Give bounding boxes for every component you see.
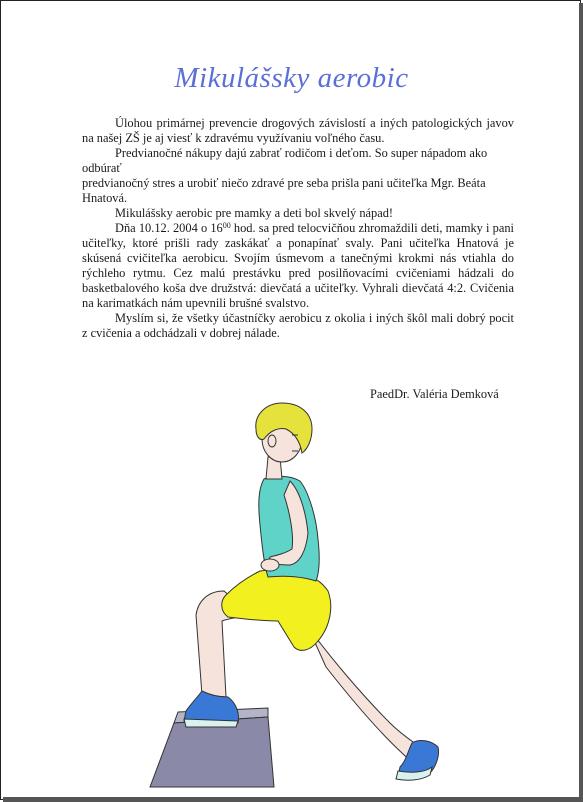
front-shoe [184,691,239,727]
paragraph-4-time-minutes: 00 [222,221,231,230]
paragraph-2a: Predvianočné nákupy dajú zabrať rodičom i deťom. So super nápadom ako odbúrať [82,146,488,175]
paragraph-5: Myslím si, že všetky účastníčky aerobicu z okolia i iných škôl mali dobrý pocit z cvičenia a odchádzali v dobrej nálade. [82,311,514,340]
page-shadow-right [579,3,583,802]
page-title: Mikulášsky aerobic [174,62,409,94]
back-leg [308,627,426,767]
paragraph-4-text: hod. sa pred telocvičňou zhromaždili deti, mamky i pani učiteľky, ktoré prišli rady zaskákať a ponapínať svaly. Pani učiteľka Hnatová je skúsená cvičiteľka aerobicu. Svojím úsmevom a tanečnými krokmi nás vtiahla do rýchleho rytmu. Cez malú prestávku pred posilňovacími cvičeniami hádzali do basketbalového koša dve družstvá: dievčatá a učiteľky. Vyhrali dievčatá 4:2. Cvičenia na karimatkách nám upevnili brušné svalstvo. [82,221,514,310]
paragraph-4-date: Dňa 10.12. 2004 o 16 [115,221,223,235]
paragraph-2b: predvianočný stres a urobiť niečo zdravé pre seba prišla pani učiteľka Mgr. Beáta Hnatová. [82,176,486,205]
ear [268,435,276,447]
shorts [222,570,331,651]
paragraph-4 [82,221,514,311]
article-body [82,116,514,341]
author-signature: PaedDr. Valéria Demková [370,387,499,401]
hand [261,559,279,571]
page-shadow-bottom [3,797,583,802]
paragraph-3: Mikulášsky aerobic pre mamky a deti bol skvelý nápad! [115,206,394,220]
paragraph-1: Úlohou primárnej prevencie drogových závislostí a iných patologických javov na našej ZŠ je aj viesť k zdravému využívaniu voľného času. [82,116,514,145]
aerobic-woman-illustration [140,395,450,795]
